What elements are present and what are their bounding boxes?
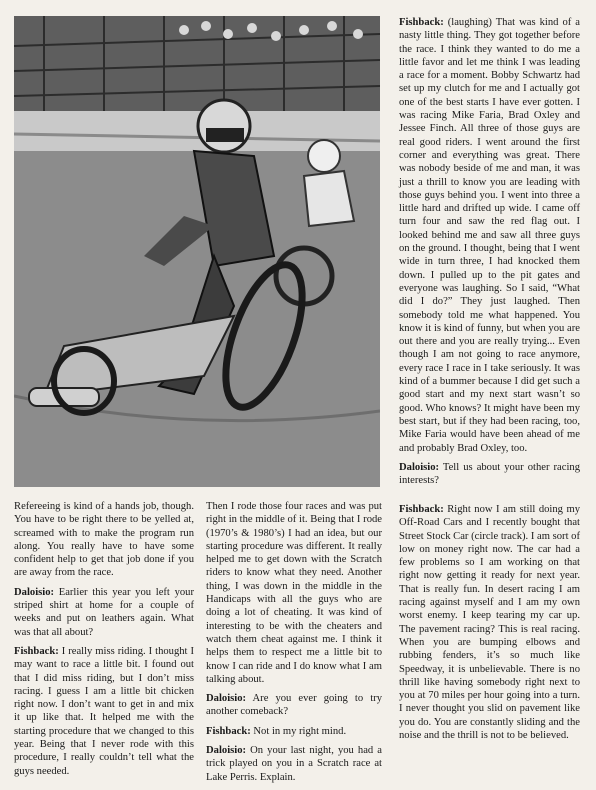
paragraph [399, 16, 580, 455]
speaker-label: Fishback: [14, 645, 59, 657]
speaker-label: Daloisio: [14, 586, 55, 598]
paragraph [206, 725, 382, 738]
paragraph [14, 645, 194, 778]
speaker-label: Daloisio: [399, 461, 440, 473]
paragraph [206, 692, 382, 719]
paragraph-text: Right now I am still doing my Off-Road Cars and I recently bought that Street Stock Car (circle track). I am sort of low on money right now. The car had a few problems so I am working on that right now getting it ready for next year. That is really fun. In desert racing I am racing against myself and I am my own worst enemy. I keep tearing my car up. The pavement racing? This is real racing. When you are bumping elbows and rubbing fenders, it’s so much like Speedway, it is unbelievable. There is no thrill like having somebody right next to you at 70 miles per hour going into a turn. I never thought you slid on pavement like you do. You are constantly sliding and the noise and the thrill is not to be believed. [399, 504, 580, 742]
paragraph [14, 500, 194, 580]
paragraph [399, 503, 580, 742]
speedway-rider-illustration [14, 16, 380, 487]
paragraph-text: (laughing) That was kind of a nasty little thing. They got together before the race. I think they wanted to do me a little favor and let me think I was leading a race for a moment. Bobby Schwartz had set up my clutch for me and I actually got one of the best starts I have ever gotten. I was racing Mike Faria, Brad Oxley and Jessee Finch. All three of those guys are real good riders. I went around the first corner and everything was great. There was nobody beside of me and man, it was just a thrill to know you are leading with those guys behind you. I went into three a little hard and drifted up wide. I came off turn four and saw the red flag out. I looked behind me and saw all three guys on the ground. I thought, being that I went wide in turn three, I had knocked them down. I pulled up to the pit gates and everyone was laughing. So I said, “What did I do?” They just laughed. Then somebody told me what happened. You know it is kind of funny, but when you are out there and you are really trying... Even though I am not going to race anymore, every race I race in I take seriously. It was kind of a bummer because I did get such a good start and my next start wasn’t so good. Who knows? It might have been my best start, but if they had been racing, too, Mike Faria would have been ahead of me and probably Brad Oxley, too. [399, 17, 580, 454]
speedway-photo [14, 16, 380, 487]
column-bottom-middle [206, 500, 382, 790]
paragraph-text: Refereeing is kind of a hands job, though. You have to be right there to be yelled at, screamed with to make the program run along. You really have to have some confident help to get that job done if you are away from the race. [14, 501, 194, 579]
paragraph-text: Not in my right mind. [250, 725, 347, 737]
column-bottom-left [14, 500, 194, 784]
paragraph-text: Then I rode those four races and was put right in the middle of it. Being that I rode (1970’s & 1980’s) I had an idea, but our starting procedure was different. It really helped me to get down with the Scratch riders to know what they need. Another thing, I was down in the middle in the Handicaps with all the guys who are doing a lot of cheating. It was kind of interesting to be with the cheaters and watch them cheat against me. I think it helps them to respect me a little bit to know I can ride and I do know what I am talking about. [206, 501, 382, 685]
paragraph-text: On your last night, you had a trick played on you in a Scratch race at Lake Perris. Explain. [206, 745, 382, 783]
column-bottom-right [399, 503, 580, 748]
paragraph [399, 461, 580, 488]
paragraph-text: Are you ever going to try another comeback? [206, 693, 382, 718]
speaker-label: Fishback: [399, 504, 444, 515]
paragraph [206, 500, 382, 686]
speaker-label: Daloisio: [206, 693, 247, 705]
speaker-label: Fishback: [399, 17, 444, 28]
paragraph [14, 586, 194, 639]
column-top-right [399, 16, 580, 493]
speaker-label: Daloisio: [206, 745, 247, 757]
paragraph-text: Tell us about your other racing interests? [399, 461, 580, 487]
paragraph-text: Earlier this year you left your striped shirt at home for a couple of weeks and put on leathers again. What was that all about? [14, 586, 194, 638]
speaker-label: Fishback: [206, 725, 251, 737]
paragraph-text: I really miss riding. I thought I may want to race a little bit. I found out that I did miss riding, but I don’t miss racing. I guess I am a little bit chicken right now. I don’t want to get in and mix it up like that. It helped me with the starting procedure that we changed to this year. Being that I never rode with this procedure, I really couldn’t tell what the guys needed. [14, 645, 194, 777]
paragraph [206, 744, 382, 784]
